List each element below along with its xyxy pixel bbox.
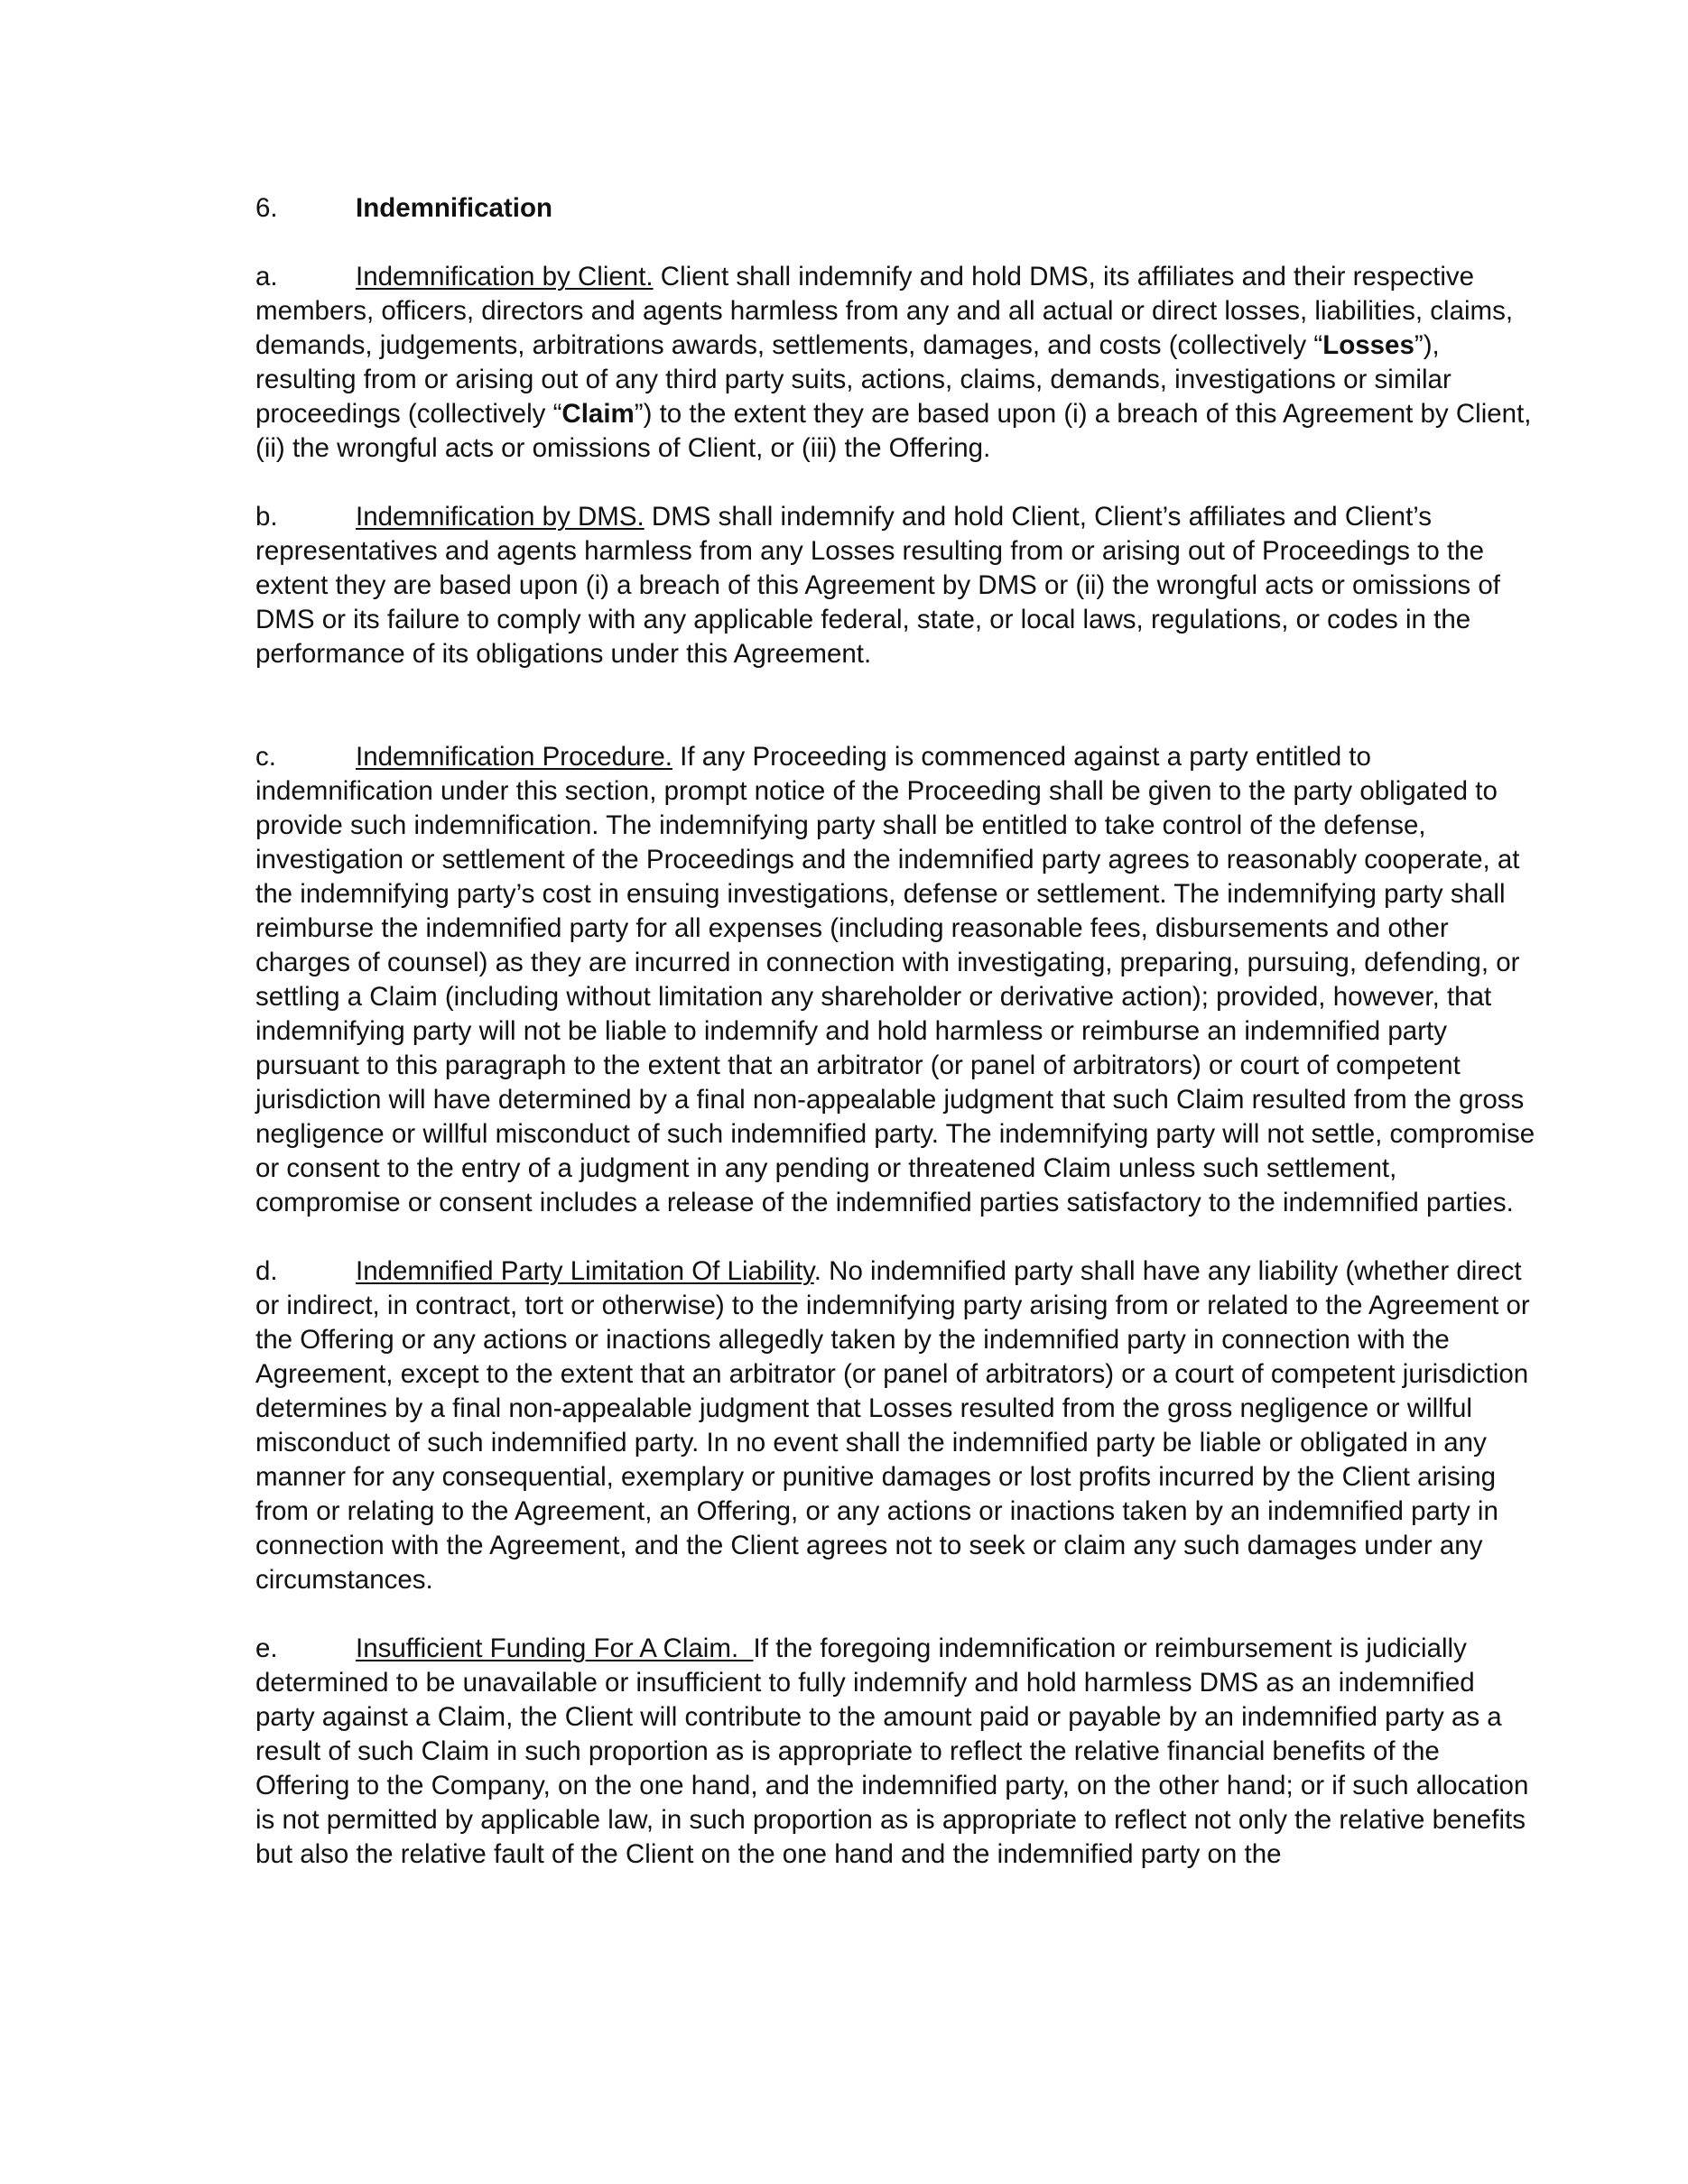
paragraph-letter: b. — [255, 502, 278, 532]
paragraph-text: DMS shall indemnify and hold Client, Client’s affiliates and Client’s representatives and agents harmless from any Losses resulting from or arising out of Proceedings to the extent they are based upon (i) a breach of this Agreement by DMS or (ii) the wrongful acts or omissions of DMS or its failure to comply with any applicable federal, state, or local laws, regulations, or codes in the performance of its obligations under this Agreement. — [255, 502, 1500, 669]
paragraph-letter: a. — [255, 262, 278, 292]
paragraph-a — [255, 260, 1537, 466]
paragraph-text: If any Proceeding is commenced against a party entitled to indemnification under this section, prompt notice of the Proceeding shall be given to the party obligated to provide such indemnification. The indemnifying party shall be entitled to take control of the defense, investigation or settlement of the Proceedings and the indemnified party agrees to reasonably cooperate, at the indemnifying party’s cost in ensuing investigations, defense or settlement. The indemnifying party shall reimburse the indemnified party for all expenses (including reasonable fees, disbursements and other charges of counsel) as they are incurred in connection with investigating, preparing, pursuing, defending, or settling a Claim (including without limitation any shareholder or derivative action); provided, however, that indemnifying party will not be liable to indemnify and hold harmless or reimburse an indemnified party pursuant to this paragraph to the extent that an arbitrator (or panel of arbitrators) or court of competent jurisdiction will have determined by a final non-appealable judgment that such Claim resulted from the gross negligence or willful misconduct of such indemnified party. The indemnifying party will not settle, compromise or consent to the entry of a judgment in any pending or threatened Claim unless such settlement, compromise or consent includes a release of the indemnified parties satisfactory to the indemnified parties. — [255, 742, 1535, 1217]
defined-term-claim: Claim — [561, 399, 635, 429]
paragraph-b — [255, 500, 1537, 671]
section-number: 6. — [255, 193, 278, 223]
defined-term-losses: Losses — [1322, 330, 1414, 360]
paragraph-d — [255, 1254, 1537, 1597]
paragraph-letter: e. — [255, 1633, 278, 1663]
paragraph-text: ”), resulting from or arising out of any third party suits, actions, claims, demands, investigations or similar proceedings (collectively “ — [255, 330, 1451, 429]
paragraph-e — [255, 1632, 1537, 1872]
section-title: Indemnification — [356, 193, 552, 223]
paragraph-text: If the foregoing indemnification or reimbursement is judicially determined to be unavailable or insufficient to fully indemnify and hold harmless DMS as an indemnified party against a Claim, the Client will contribute to the amount paid or payable by an indemnified party as a result of such Claim in such proportion as is appropriate to reflect the relative financial benefits of the Offering to the Company, on the one hand, and the indemnified party, on the other hand; or if such allocation is not permitted by applicable law, in such proportion as is appropriate to reflect not only the relative benefits but also the relative fault of the Client on the one hand and the indemnified party on the — [255, 1633, 1529, 1869]
paragraph-text: Client shall indemnify and hold DMS, its affiliates and their respective members, officers, directors and agents harmless from any and all actual or direct losses, liabilities, claims, demands, judgements, arbitrations awards, settlements, damages, and costs (collectively “ — [255, 262, 1514, 360]
document-page — [255, 191, 1537, 1906]
paragraph-text: . No indemnified party shall have any liability (whether direct or indirect, in contract, tort or otherwise) to the indemnifying party arising from or related to the Agreement or the Offering or any actions or inactions allegedly taken by the indemnified party in connection with the Agreement, except to the extent that an arbitrator (or panel of arbitrators) or a court of competent jurisdiction determines by a final non-appealable judgment that Losses resulted from the gross negligence or willful misconduct of such indemnified party. In no event shall the indemnified party be liable or obligated in any manner for any consequential, exemplary or punitive damages or lost profits incurred by the Client arising from or relating to the Agreement, an Offering, or any actions or inactions taken by an indemnified party in connection with the Agreement, and the Client agrees not to seek or claim any such damages under any circumstances. — [255, 1256, 1530, 1595]
paragraph-heading: Indemnified Party Limitation Of Liability — [356, 1256, 814, 1286]
paragraph-c — [255, 740, 1537, 1220]
paragraph-heading: Indemnification by Client. — [356, 262, 654, 292]
paragraph-heading: Insufficient Funding For A Claim. — [356, 1633, 754, 1663]
paragraph-heading: Indemnification Procedure. — [356, 742, 672, 772]
section-heading — [255, 191, 1537, 226]
paragraph-text: ”) to the extent they are based upon (i) a breach of this Agreement by Client, (ii) the wrongful acts or omissions of Client, or (iii) the Offering. — [255, 399, 1532, 463]
paragraph-heading: Indemnification by DMS. — [356, 502, 645, 532]
paragraph-letter: c. — [255, 742, 276, 772]
paragraph-letter: d. — [255, 1256, 278, 1286]
